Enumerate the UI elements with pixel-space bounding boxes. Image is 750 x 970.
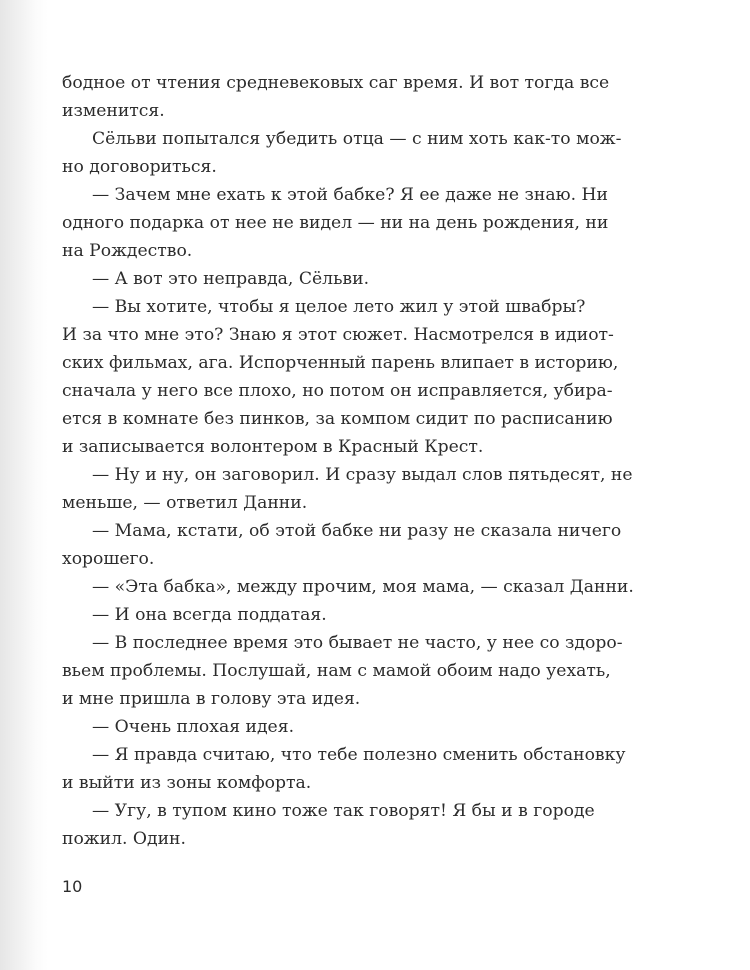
text-line: и мне пришла в голову эта идея.	[62, 689, 361, 709]
text-line: меньше, — ответил Данни.	[62, 493, 308, 513]
page-number: 10	[62, 877, 83, 896]
text-line: — Очень плохая идея.	[92, 717, 295, 737]
text-line: Сёльви попытался убедить отца — с ним хоть как-то мож-	[92, 129, 622, 149]
text-line: но договориться.	[62, 157, 217, 177]
text-line: — Ну и ну, он заговорил. И сразу выдал слов пятьдесят, не	[92, 465, 633, 485]
text-block	[62, 69, 634, 853]
text-line: сначала у него все плохо, но потом он исправляется, убира-	[62, 381, 613, 401]
text-line: изменится.	[62, 101, 165, 121]
text-line: одного подарка от нее не видел — ни на день рождения, ни	[62, 213, 609, 233]
text-line: — И она всегда поддатая.	[92, 605, 327, 625]
text-line: и выйти из зоны комфорта.	[62, 773, 312, 793]
text-line: — «Эта бабка», между прочим, моя мама, — сказал Данни.	[92, 577, 634, 597]
text-line: — Я правда считаю, что тебе полезно сменить обстановку	[92, 745, 626, 765]
text-line: ется в комнате без пинков, за компом сидит по расписанию	[62, 409, 613, 429]
text-line: — В последнее время это бывает не часто, у нее со здоро-	[92, 633, 623, 653]
text-line: бодное от чтения средневековых саг время. И вот тогда все	[62, 73, 610, 93]
text-line: и записывается волонтером в Красный Крест.	[62, 437, 484, 457]
text-line: ских фильмах, ага. Испорченный парень влипает в историю,	[62, 353, 619, 373]
text-line: пожил. Один.	[62, 829, 186, 849]
page-body-text	[62, 69, 634, 853]
text-line: на Рождество.	[62, 241, 193, 261]
text-line: — А вот это неправда, Сёльви.	[92, 269, 370, 289]
text-line: — Мама, кстати, об этой бабке ни разу не сказала ничего	[92, 521, 622, 541]
text-line: хорошего.	[62, 549, 155, 569]
text-line: вьем проблемы. Послушай, нам с мамой обоим надо уехать,	[62, 661, 611, 681]
text-line: И за что мне это? Знаю я этот сюжет. Насмотрелся в идиот-	[62, 325, 614, 345]
text-line: — Вы хотите, чтобы я целое лето жил у этой швабры?	[92, 297, 586, 317]
text-line: — Зачем мне ехать к этой бабке? Я ее даже не знаю. Ни	[92, 185, 608, 205]
book-gutter-shadow	[0, 0, 48, 970]
text-line: — Угу, в тупом кино тоже так говорят! Я бы и в городе	[92, 801, 595, 821]
